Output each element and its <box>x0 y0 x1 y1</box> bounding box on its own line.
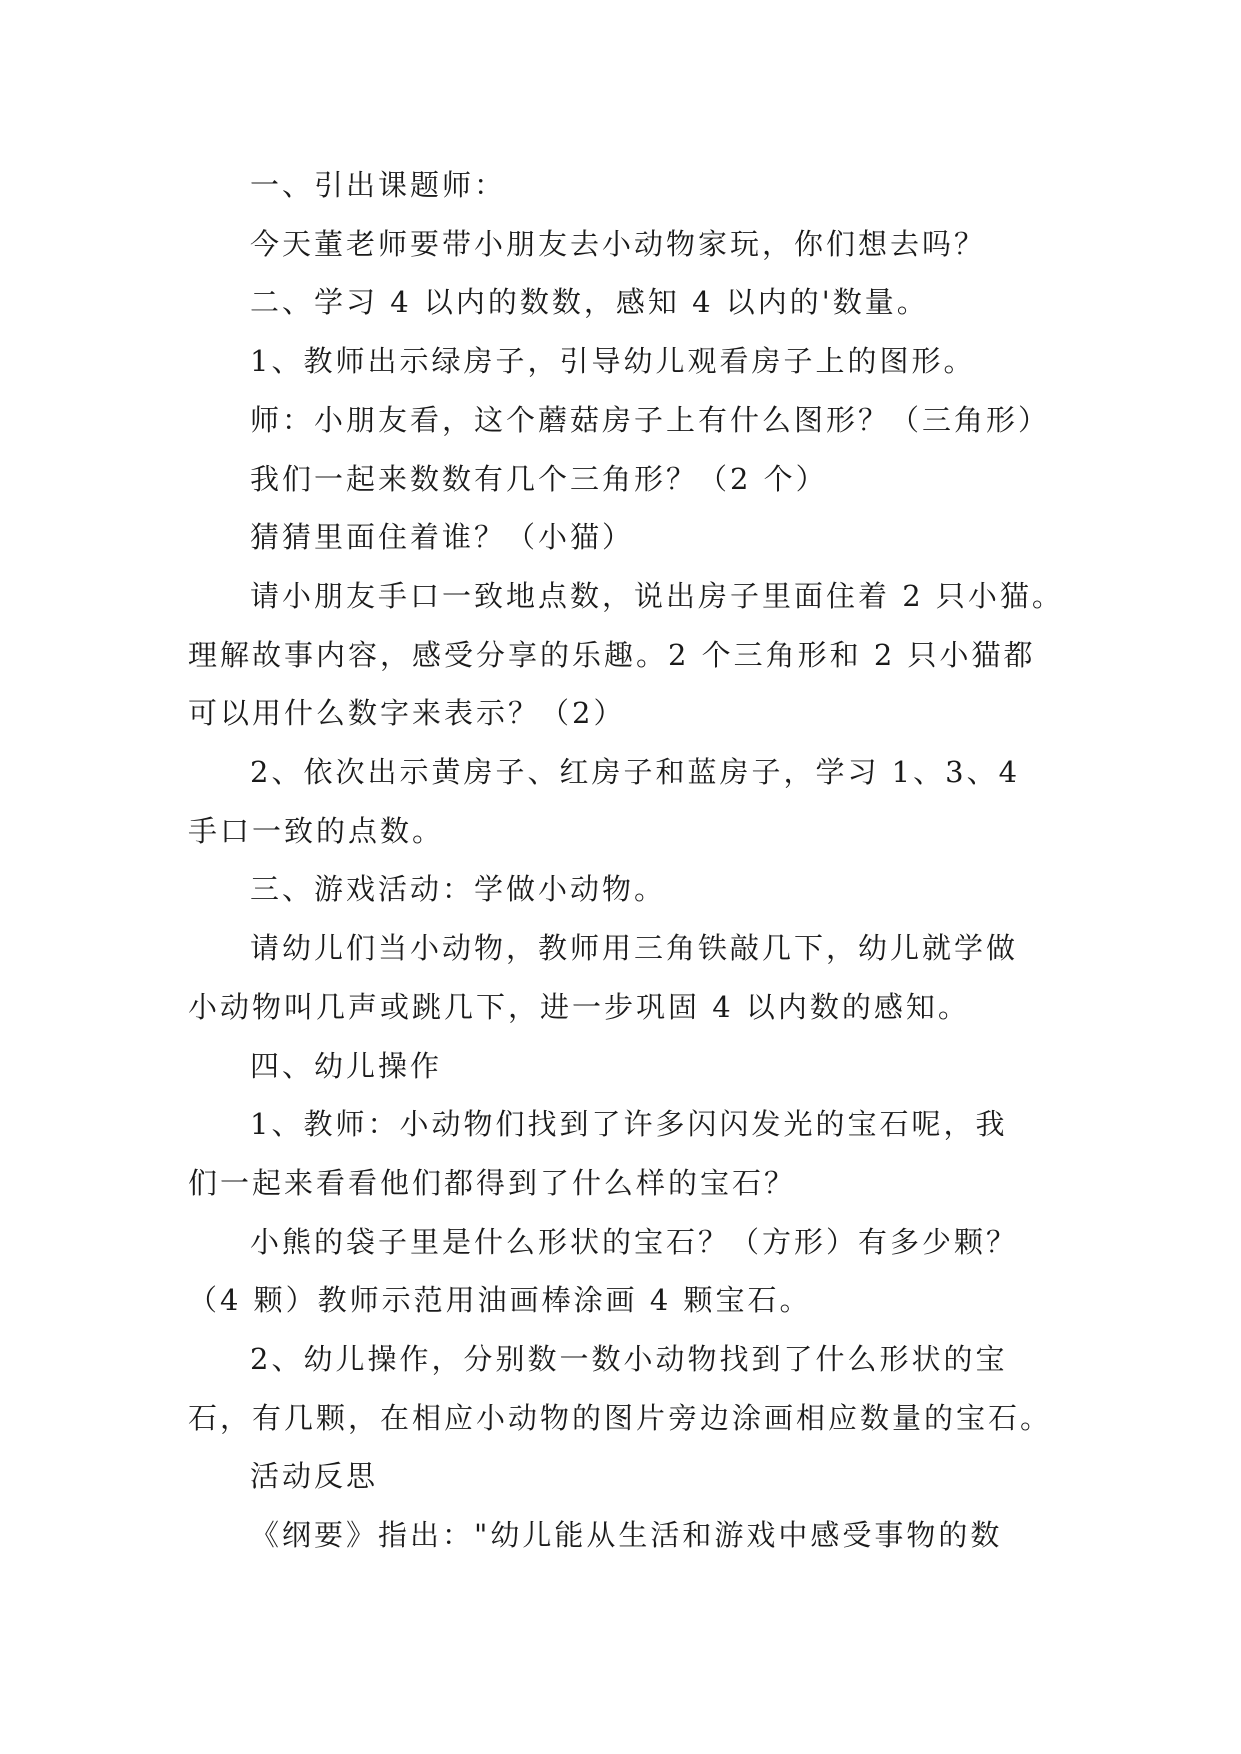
text-line-22: 石，有几颗，在相应小动物的图片旁边涂画相应数量的宝石。 <box>188 1400 1053 1435</box>
text-line-8: 请小朋友手口一致地点数，说出房子里面住着 2 只小猫。 <box>250 578 1064 613</box>
text-block <box>188 156 1064 1565</box>
text-line-15: 小动物叫几声或跳几下，进一步巩固 4 以内数的感知。 <box>188 989 970 1024</box>
text-line-13: 三、游戏活动：学做小动物。 <box>250 872 667 907</box>
document-body <box>188 156 1064 1565</box>
text-line-7: 猜猜里面住着谁？（小猫） <box>250 520 635 555</box>
text-line-20: （4 颗）教师示范用油画棒涂画 4 颗宝石。 <box>188 1283 812 1318</box>
text-line-3: 二、学习 4 以内的数数，感知 4 以内的'数量。 <box>250 285 929 320</box>
text-line-17: 1、教师：小动物们找到了许多闪闪发光的宝石呢，我 <box>250 1107 1008 1142</box>
text-line-1: 一、引出课题师： <box>250 168 507 202</box>
text-line-16: 四、幼儿操作 <box>250 1048 443 1083</box>
text-line-11: 2、依次出示黄房子、红房子和蓝房子，学习 1、3、4 <box>250 755 1021 790</box>
text-line-6: 我们一起来数数有几个三角形？（2 个） <box>250 461 828 496</box>
text-line-14: 请幼儿们当小动物，教师用三角铁敲几下，幼儿就学做 <box>250 931 1019 966</box>
text-line-23: 活动反思 <box>250 1459 379 1494</box>
text-line-18: 们一起来看看他们都得到了什么样的宝石？ <box>188 1165 797 1200</box>
text-line-21: 2、幼儿操作，分别数一数小动物找到了什么形状的宝 <box>250 1342 1008 1377</box>
text-line-10: 可以用什么数字来表示？（2） <box>188 696 626 731</box>
text-line-4: 1、教师出示绿房子，引导幼儿观看房子上的图形。 <box>250 344 976 379</box>
text-line-19: 小熊的袋子里是什么形状的宝石？（方形）有多少颗？ <box>250 1224 1019 1259</box>
text-line-5: 师：小朋友看，这个蘑菇房子上有什么图形？（三角形） <box>250 402 1051 437</box>
text-line-24: 《纲要》指出："幼儿能从生活和游戏中感受事物的数 <box>250 1518 1003 1553</box>
text-line-2: 今天董老师要带小朋友去小动物家玩，你们想去吗？ <box>250 226 987 261</box>
text-line-9: 理解故事内容，感受分享的乐趣。2 个三角形和 2 只小猫都 <box>188 637 1036 672</box>
text-line-12: 手口一致的点数。 <box>188 813 445 848</box>
